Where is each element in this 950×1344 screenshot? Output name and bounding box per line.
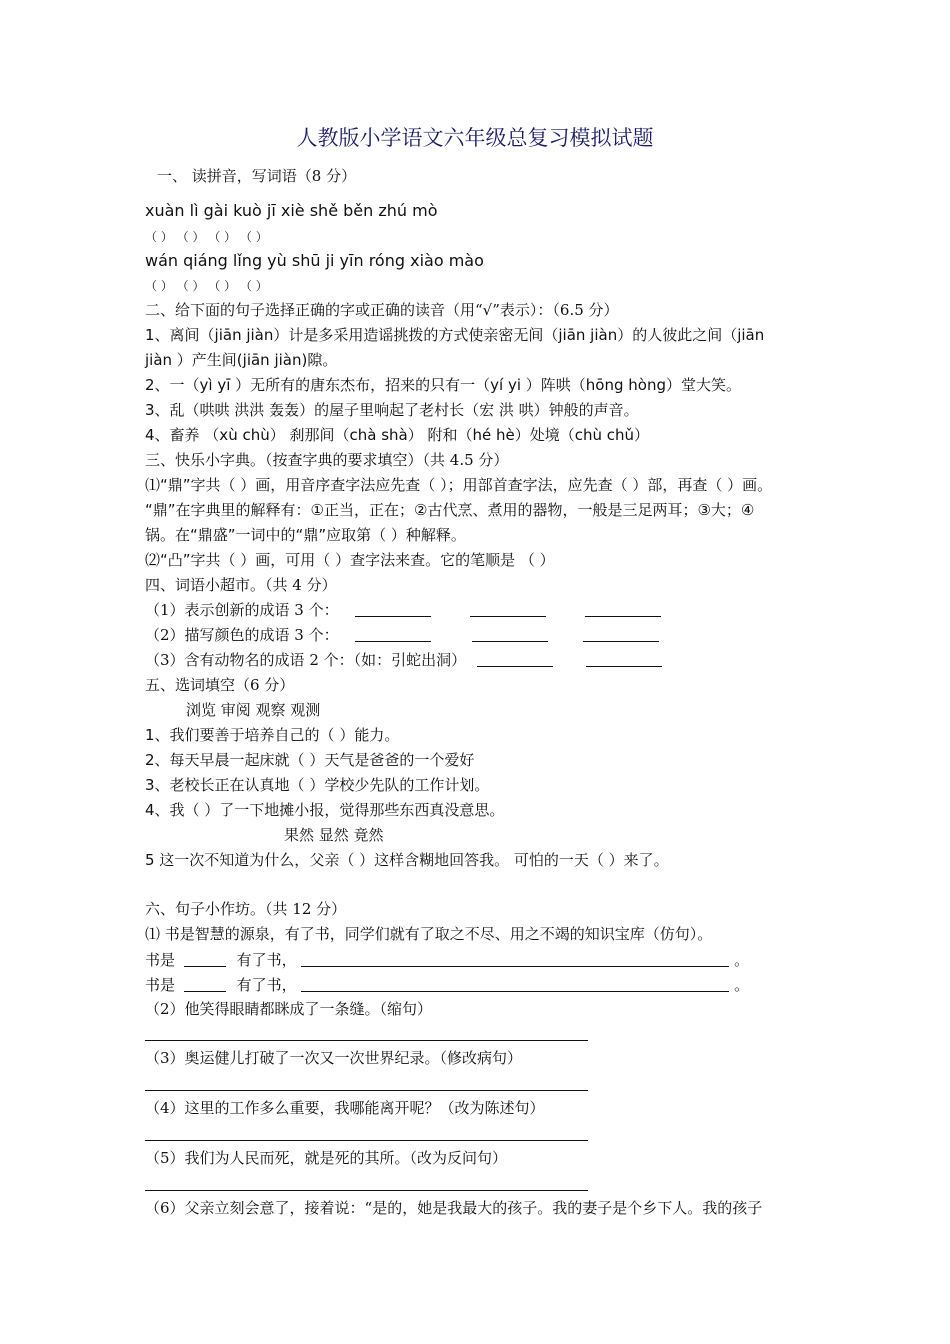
imitation-label: 有了书， [236,951,297,969]
section-3-line-2: “鼎”在字典里的解释有：①正当，正在；②古代烹、煮用的器物，一般是三足两耳；③大；④ [145,501,755,519]
answer-blank[interactable] [184,976,226,992]
section-4-item-2-label: （2）描写颜色的成语 3 个： [145,626,339,644]
imitation-label: 书是 [145,951,176,969]
section-2-line-2: jiàn ）产生间(jiān jiàn)隙。 [145,351,338,369]
answer-blank[interactable] [355,601,431,617]
answer-blank[interactable] [301,976,729,992]
section-5-line-3: 3、老校长正在认真地（ ）学校少先队的工作计划。 [145,776,490,794]
section-6-question-1: ⑴ 书是智慧的源泉，有了书，同学们就有了取之不尽、用之不竭的知识宝库（仿句）。 [145,925,713,943]
section-6-question-5: （5）我们为人民而死，就是死的其所。（改为反问句） [145,1149,508,1167]
section-4-item-3 [145,650,662,670]
answer-line[interactable] [145,1040,588,1041]
section-3-line-1: ⑴“鼎”字共（ ）画，用音序查字法应先查（ ）；用部首查字法，应先查（ ）部，再查（ ）画。 [145,476,773,494]
section-3-heading: 三、快乐小字典。（按查字典的要求填空）（共 4.5 分） [145,451,509,469]
section-4-item-2 [145,625,659,645]
section-2-line-4: 3、乱（哄哄 洪洪 轰轰）的屋子里响起了老村长（宏 洪 哄）钟般的声音。 [145,401,639,419]
section-2-line-5: 4、畜养 （xù chù） 刹那间（chà shà） 附和（hé hè）处境（chù chǔ） [145,426,650,444]
section-6-heading: 六、句子小作坊。（共 12 分） [145,900,347,918]
imitation-label: 书是 [145,976,176,994]
answer-line[interactable] [145,1140,588,1141]
answer-blanks-row-1: （ ） （ ） （ ） （ ） [145,230,268,244]
section-2-line-3: 2、一（yì yī ）无所有的唐东杰布，招来的只有一（yí yi ）阵哄（hōng hòng）堂大笑。 [145,376,741,394]
section-2-line-1: 1、离间（jiān jiàn）计是多采用造谣挑拨的方式使亲密无间（jiān jiàn）的人彼此之间（jiān [145,326,765,344]
imitation-label: 有了书， [236,976,297,994]
section-5-heading: 五、选词填空（6 分） [145,676,295,694]
section-5-line-4: 4、我（ ）了一下地摊小报，觉得那些东西真没意思。 [145,801,505,819]
section-3-line-4: ⑵“凸”字共（ ）画，可用（ ）查字法来查。它的笔顺是 （ ） [145,551,555,569]
answer-blank[interactable] [184,951,226,967]
section-4-item-1 [145,600,661,620]
section-6-question-4: （4）这里的工作多么重要，我哪能离开呢？（改为陈述句） [145,1099,545,1117]
section-1-heading: 一、 读拼音，写词语（8 分） [157,167,357,185]
word-bank-1: 浏览 审阅 观察 观测 [186,701,321,719]
section-5-line-1: 1、我们要善于培养自己的（ ）能力。 [145,726,400,744]
imitation-line-2 [145,975,749,995]
section-5-line-2: 2、每天早晨一起床就（ ）天气是爸爸的一个爱好 [145,751,475,769]
answer-blank[interactable] [585,601,661,617]
answer-blank[interactable] [583,626,659,642]
section-3-line-3: 锅。在“鼎盛”一词中的“鼎”应取第（ ）种解释。 [145,526,466,544]
answer-line[interactable] [145,1190,588,1191]
section-5-line-5: 5 这一次不知道为什么，父亲（ ）这样含糊地回答我。 可怕的一天（ ）来了。 [145,851,669,869]
answer-blank[interactable] [477,651,553,667]
answer-blank[interactable] [470,601,546,617]
answer-line[interactable] [145,1090,588,1091]
answer-blank[interactable] [586,651,662,667]
section-4-item-1-label: （1）表示创新的成语 3 个： [145,601,339,619]
answer-blank[interactable] [301,951,729,967]
word-bank-2: 果然 显然 竟然 [284,826,384,844]
section-2-heading: 二、给下面的句子选择正确的字或正确的读音（用“√”表示）：（6.5 分） [145,301,619,319]
section-4-item-3-label: （3）含有动物名的成语 2 个：（如：引蛇出洞） [145,651,467,669]
section-6-question-6: （6）父亲立刻会意了，接着说：“是的，她是我最大的孩子。我的妻子是个乡下人。我的孩子 [145,1199,763,1217]
imitation-line-1 [145,950,749,970]
pinyin-row-2: wán qiáng lǐng yù shū ji yīn róng xiào mào [145,251,484,270]
answer-blank[interactable] [355,626,431,642]
answer-blank[interactable] [472,626,548,642]
period: 。 [734,951,750,969]
pinyin-row-1: xuàn lì gài kuò jī xiè shě běn zhú mò [145,201,438,220]
page-title: 人教版小学语文六年级总复习模拟试题 [296,126,654,150]
section-4-heading: 四、词语小超市。（共 4 分） [145,576,337,594]
section-6-question-3: （3）奥运健儿打破了一次又一次世界纪录。（修改病句） [145,1049,523,1067]
section-6-question-2: （2）他笑得眼睛都眯成了一条缝。（缩句） [145,1000,433,1018]
period: 。 [734,976,750,994]
answer-blanks-row-2: （ ） （ ） （ ） （ ） [145,279,268,293]
